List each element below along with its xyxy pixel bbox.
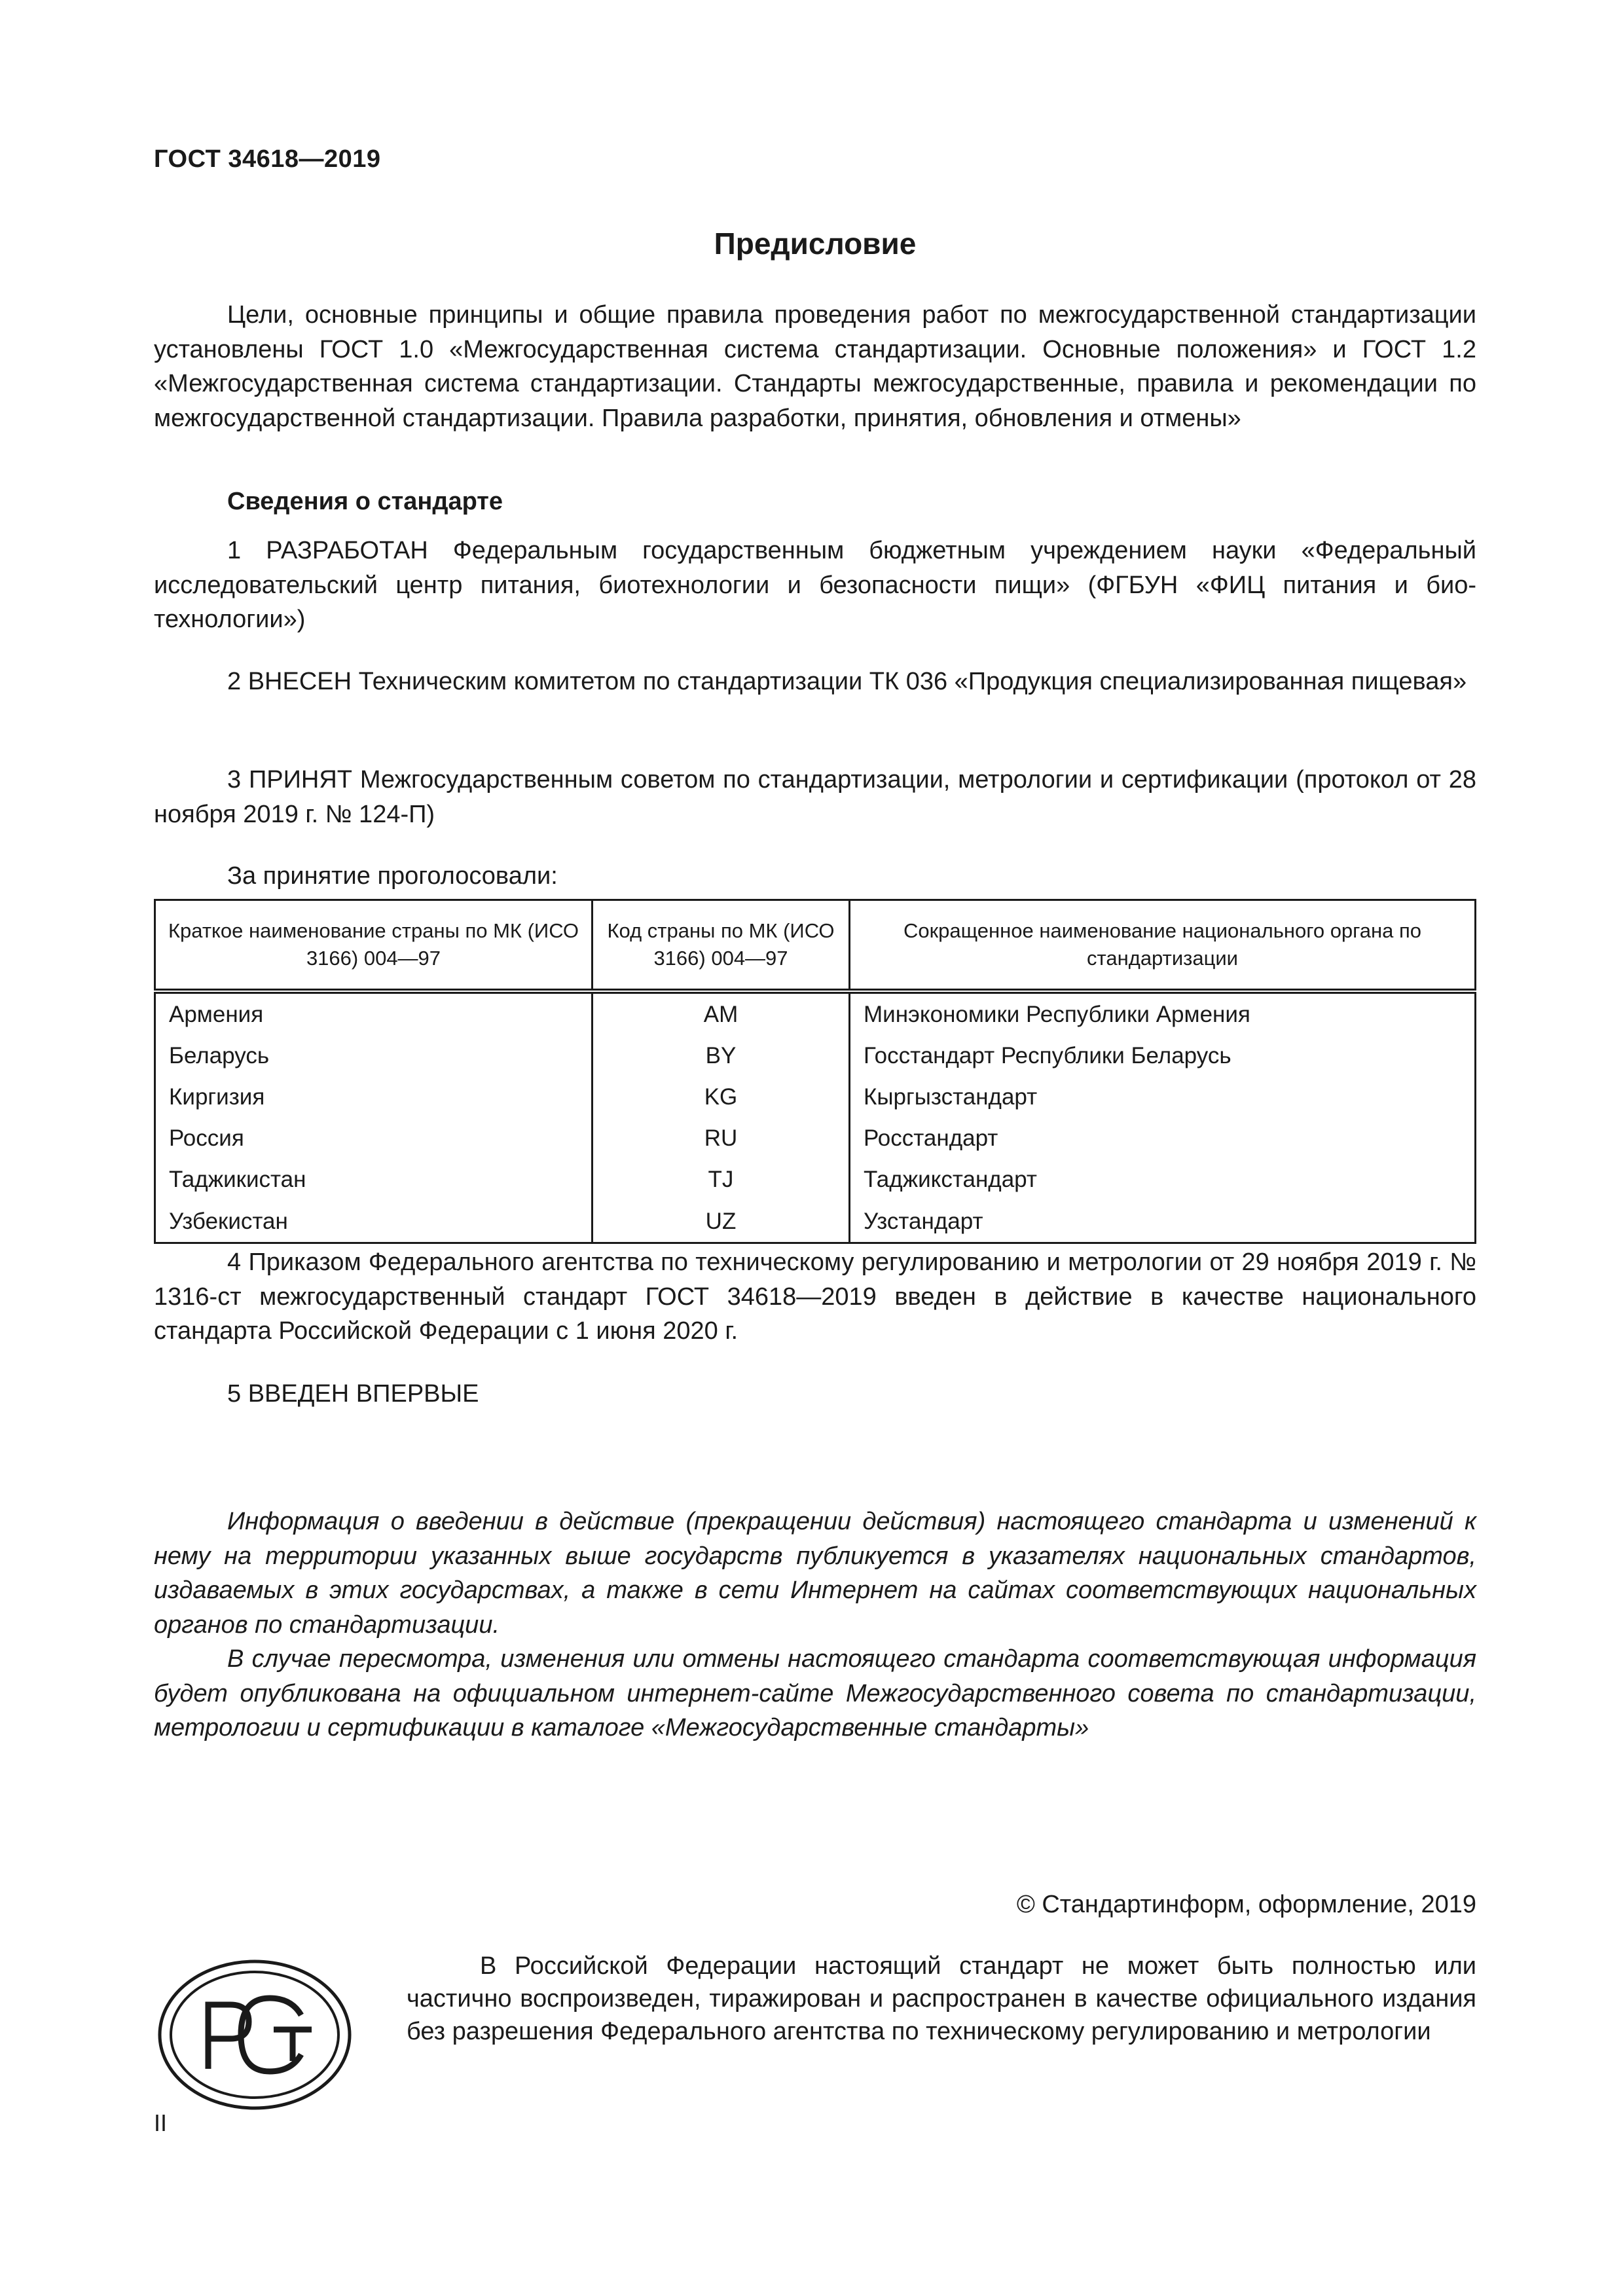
intro-paragraph: Цели, основные принципы и общие правила проведения работ по межгосударственной стандартизации установлены ГОСТ 1.0 «Межгосударственная система стандартизации. Основные положения» и ГОСТ 1.2 «Межгосударственная система стандартизации. Стандарты межгосударственные, правила и рекомендации по межгосударственной стандартизации. Правила разработки, принятия, обновления и отмены»	[154, 301, 1476, 432]
table-cell-country: Таджикистан	[155, 1159, 593, 1200]
table-row	[155, 1076, 1476, 1118]
table-cell-authority: Таджикстандарт	[850, 1159, 1476, 1200]
page-title: Предисловие	[714, 227, 917, 261]
item-3-adopted: 3 ПРИНЯТ Межгосударственным советом по стандартизации, метрологии и сертификации (протокол от 28 ноября 2019 г. № 124-П)	[154, 766, 1476, 828]
table-row	[155, 1118, 1476, 1159]
table-row	[155, 1035, 1476, 1076]
copyright-line: © Стандартинформ, оформление, 2019	[1016, 1891, 1476, 1918]
page-number: II	[154, 2109, 168, 2136]
table-cell-code: AM	[593, 991, 850, 1035]
copyright-notice: В Российской Федерации настоящий стандарт не может быть полностью или частично воспроизведен, тиражирован и распространен в качестве официального издания без разрешения Федерального агентства по техническому регулированию и метрологии	[407, 1952, 1476, 2045]
table-cell-authority: Госстандарт Республики Беларусь	[850, 1035, 1476, 1076]
item-2-introduced: 2 ВНЕСЕН Техническим комитетом по стандартизации ТК 036 «Продукция специализированная пищевая»	[227, 668, 1467, 695]
table-header-country: Краткое наименование страны по МК (ИСО 3166) 004—97	[155, 900, 593, 992]
table-cell-code: RU	[593, 1118, 850, 1159]
standard-info-heading: Сведения о стандарте	[227, 488, 503, 515]
table-cell-country: Россия	[155, 1118, 593, 1159]
item-4-order: 4 Приказом Федерального агентства по техническому регулированию и метрологии от 29 ноября 2019 г. № 1316-ст межгосударственный стандарт ГОСТ 34618—2019 введен в действие в качестве национального стандарта Российской Федерации с 1 июня 2020 г.	[154, 1248, 1476, 1345]
italic-note-revision: В случае пересмотра, изменения или отмены настоящего стандарта соответствующая информация будет опубликована на официальном интернет-сайте Межгосударственного совета по стандартизации, метрологии и сертификации в каталоге «Межгосударственные стандарты»	[154, 1645, 1476, 1741]
italic-note-publication: Информация о введении в действие (прекращении действия) настоящего стандарта и изменений к нему на территории указанных выше государств публикуется в указателях национальных стандартов, издаваемых в этих государствах, а также в сети Интернет на сайтах соответствующих национальных органов по стандартизации.	[154, 1508, 1476, 1639]
item-1-developed: 1 РАЗРАБОТАН Федеральным государственным бюджетным учреждением науки «Федеральный исследовательский центр питания, биотехнологии и безопасности пищи» (ФГБУН «ФИЦ питания и биотехнологии»)	[154, 537, 1476, 633]
table-header-row	[155, 900, 1476, 992]
table-cell-code: TJ	[593, 1159, 850, 1200]
table-cell-authority: Кыргызстандарт	[850, 1076, 1476, 1118]
table-row	[155, 1159, 1476, 1200]
table-cell-country: Киргизия	[155, 1076, 593, 1118]
table-row	[155, 1200, 1476, 1243]
table-cell-code: UZ	[593, 1200, 850, 1243]
table-cell-code: BY	[593, 1035, 850, 1076]
table-header-authority: Сокращенное наименование национального органа по стандартизации	[850, 900, 1476, 992]
voting-countries-table	[154, 899, 1476, 1244]
rst-logo-icon	[157, 1958, 352, 2112]
table-cell-authority: Узстандарт	[850, 1200, 1476, 1243]
table-cell-code: KG	[593, 1076, 850, 1118]
vote-label: За принятие проголосовали:	[227, 862, 558, 890]
table-cell-country: Армения	[155, 991, 593, 1035]
table-cell-country: Беларусь	[155, 1035, 593, 1076]
table-row	[155, 991, 1476, 1035]
document-page	[154, 0, 1476, 2296]
table-header-code: Код страны по МК (ИСО 3166) 004—97	[593, 900, 850, 992]
document-code: ГОСТ 34618—2019	[154, 145, 381, 173]
table-cell-authority: Минэкономики Республики Армения	[850, 991, 1476, 1035]
table-cell-authority: Росстандарт	[850, 1118, 1476, 1159]
table-cell-country: Узбекистан	[155, 1200, 593, 1243]
item-5-first-introduced: 5 ВВЕДЕН ВПЕРВЫЕ	[227, 1380, 479, 1408]
